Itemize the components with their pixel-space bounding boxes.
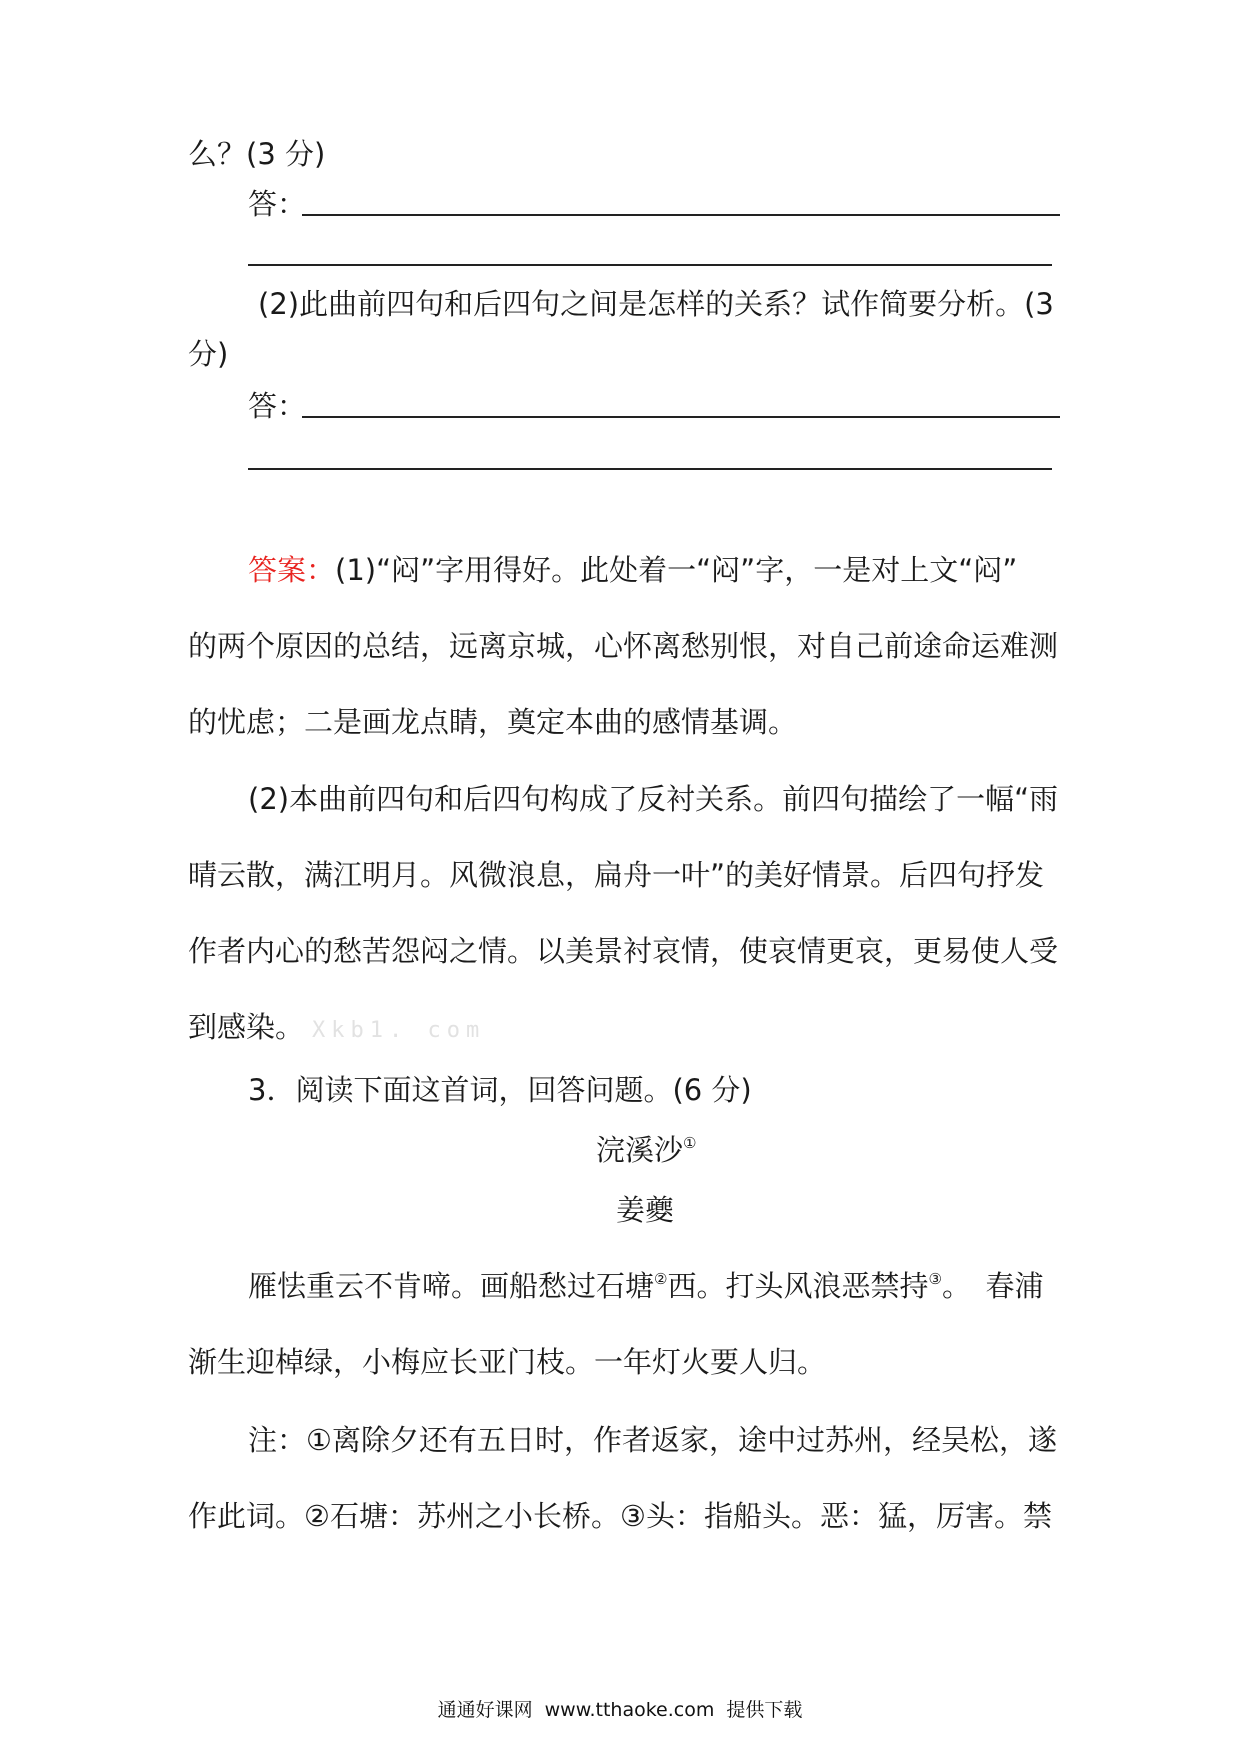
page-footer <box>0 1697 1240 1723</box>
q3-prompt: 3．阅读下面这首词，回答问题。(6 分) <box>248 1073 752 1107</box>
notes-line1: 注：①离除夕还有五日时，作者返家，途中过苏州，经吴松，遂 <box>248 1423 1057 1457</box>
answer-p2-line2: 晴云散，满江明月。风微浪息，扁舟一叶”的美好情景。后四句抒发 <box>188 858 1045 892</box>
poem-author: 姜夔 <box>616 1193 675 1227</box>
answer-p2-line4-text: 到感染。 <box>188 1010 305 1044</box>
q1-answer-label: 答： <box>248 187 307 221</box>
footer-url[interactable]: www.tthaoke.com <box>544 1699 715 1721</box>
watermark: Xkb1. com <box>312 1018 486 1043</box>
q1-answer-line-2[interactable] <box>248 264 1052 266</box>
q1-tail: 么？(3 分) <box>188 137 326 171</box>
answer-p2-line4 <box>188 1007 485 1051</box>
poem-title-note: ① <box>683 1134 697 1152</box>
q2-answer-label: 答： <box>248 389 307 423</box>
q2-text-line1: (2)此曲前四句和后四句之间是怎样的关系？试作简要分析。(3 <box>258 287 1054 321</box>
poem-line2: 渐生迎棹绿，小梅应长亚门枝。一年灯火要人归。 <box>188 1345 827 1379</box>
q2-answer-line-1[interactable] <box>302 416 1060 418</box>
poem-line1-part-c: 。 春浦 <box>941 1269 1044 1303</box>
answer-p1-line3: 的忧虑；二是画龙点睛，奠定本曲的感情基调。 <box>188 705 798 739</box>
poem-line1-note3: ③ <box>928 1270 942 1288</box>
answer-p1-line1-text: (1)“闷”字用得好。此处着一“闷”字，一是对上文“闷” <box>335 553 1018 587</box>
q1-answer-line-1[interactable] <box>302 214 1060 216</box>
poem-title <box>596 1130 696 1170</box>
notes-line2: 作此词。②石塘：苏州之小长桥。③头：指船头。恶：猛，厉害。禁 <box>188 1499 1052 1533</box>
poem-line1 <box>248 1266 1043 1306</box>
footer-tagline: 提供下载 <box>726 1699 803 1721</box>
poem-title-text: 浣溪沙 <box>596 1133 684 1167</box>
answer-label: 答案： <box>248 553 336 587</box>
poem-line1-part-b: 西。打头风浪恶禁持 <box>667 1269 929 1303</box>
answer-p2-line1: (2)本曲前四句和后四句构成了反衬关系。前四句描绘了一幅“雨 <box>248 782 1059 816</box>
answer-p2-line3: 作者内心的愁苦怨闷之情。以美景衬哀情，使哀情更哀，更易使人受 <box>188 934 1059 968</box>
answer-p1-line1 <box>248 550 1061 590</box>
poem-line1-part-a: 雁怯重云不肯啼。画船愁过石塘 <box>248 1269 655 1303</box>
footer-site-name: 通通好课网 <box>437 1699 533 1721</box>
q2-text-line2: 分) <box>188 337 229 371</box>
poem-line1-note2: ② <box>654 1270 668 1288</box>
answer-p1-line2: 的两个原因的总结，远离京城，心怀离愁别恨，对自己前途命运难测 <box>188 629 1059 663</box>
q2-answer-line-2[interactable] <box>248 468 1052 470</box>
